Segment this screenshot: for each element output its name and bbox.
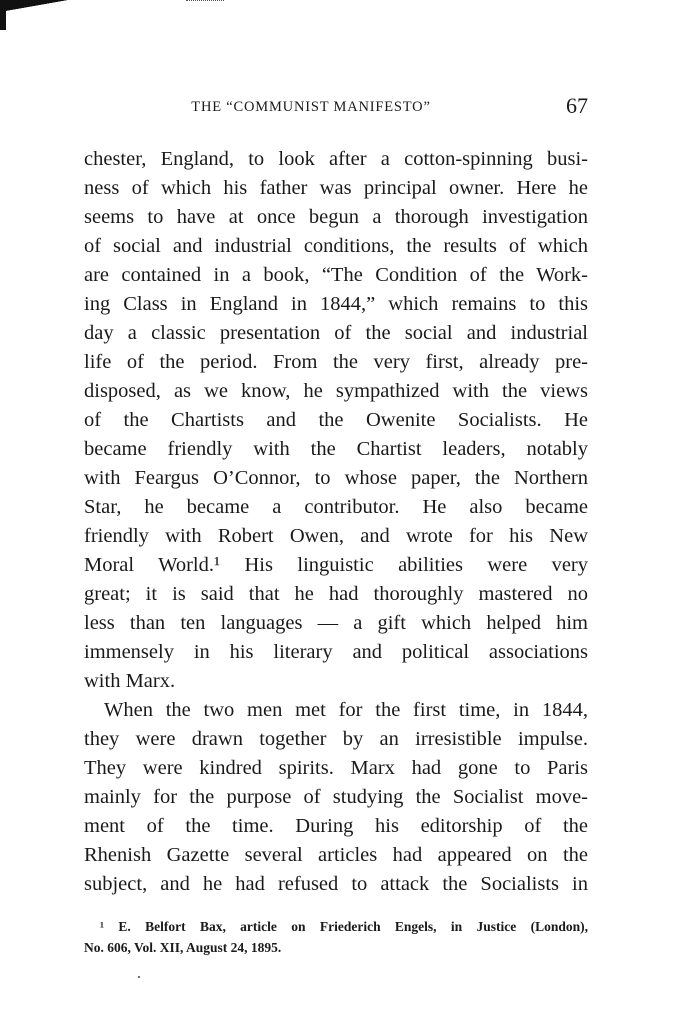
text-line: When the two men met for the first time, in 1844, (104, 699, 588, 721)
page-header (84, 93, 588, 123)
text-line: great; it is said that he had thoroughly mastered no (84, 583, 588, 605)
text-line: of social and industrial conditions, the results of which (84, 235, 588, 257)
text-line: mainly for the purpose of studying the Socialist move- (84, 786, 588, 808)
text-line: They were kindred spirits. Marx had gone to Paris (84, 757, 588, 779)
text-line: with Marx. (84, 670, 176, 692)
text-line: Star, he became a contributor. He also became (84, 496, 588, 518)
text-line: day a classic presentation of the social and industrial (84, 322, 588, 344)
text-line: chester, England, to look after a cotton-spinning busi- (84, 148, 588, 170)
text-line: seems to have at once begun a thorough investigation (84, 206, 588, 228)
footnote-line: ¹ E. Belfort Bax, article on Friederich Engels, in Justice (London), (100, 919, 588, 934)
scan-speck (138, 976, 140, 978)
page-number: 67 (566, 93, 588, 118)
text-line: they were drawn together by an irresistible impulse. (84, 728, 588, 750)
text-line: of the Chartists and the Owenite Socialists. He (84, 409, 588, 431)
footnote-line: No. 606, Vol. XII, August 24, 1895. (84, 940, 282, 955)
text-line: disposed, as we know, he sympathized with the views (84, 380, 588, 402)
scan-artifact-tick (186, 0, 224, 5)
text-line: Rhenish Gazette several articles had appeared on the (84, 844, 588, 866)
text-line: less than ten languages — a gift which helped him (84, 612, 588, 634)
text-line: are contained in a book, “The Condition of the Work- (84, 264, 588, 286)
body-text (84, 145, 588, 899)
scan-artifact-edge (0, 0, 6, 30)
text-line: friendly with Robert Owen, and wrote for his New (84, 525, 588, 547)
text-line: Moral World.¹ His linguistic abilities were very (84, 554, 588, 576)
scan-artifact (0, 0, 70, 14)
text-line: with Feargus O’Connor, to whose paper, the Northern (84, 467, 588, 489)
text-line: life of the period. From the very first, already pre- (84, 351, 588, 373)
running-head: THE “COMMUNIST MANIFESTO” (191, 99, 431, 115)
text-line: subject, and he had refused to attack the Socialists in (84, 873, 588, 895)
text-line: became friendly with the Chartist leaders, notably (84, 438, 588, 460)
text-line: ment of the time. During his editorship of the (84, 815, 588, 837)
text-line: ing Class in England in 1844,” which remains to this (84, 293, 588, 315)
text-line: ness of which his father was principal owner. Here he (84, 177, 588, 199)
text-line: immensely in his literary and political associations (84, 641, 588, 663)
footnote (84, 916, 588, 958)
